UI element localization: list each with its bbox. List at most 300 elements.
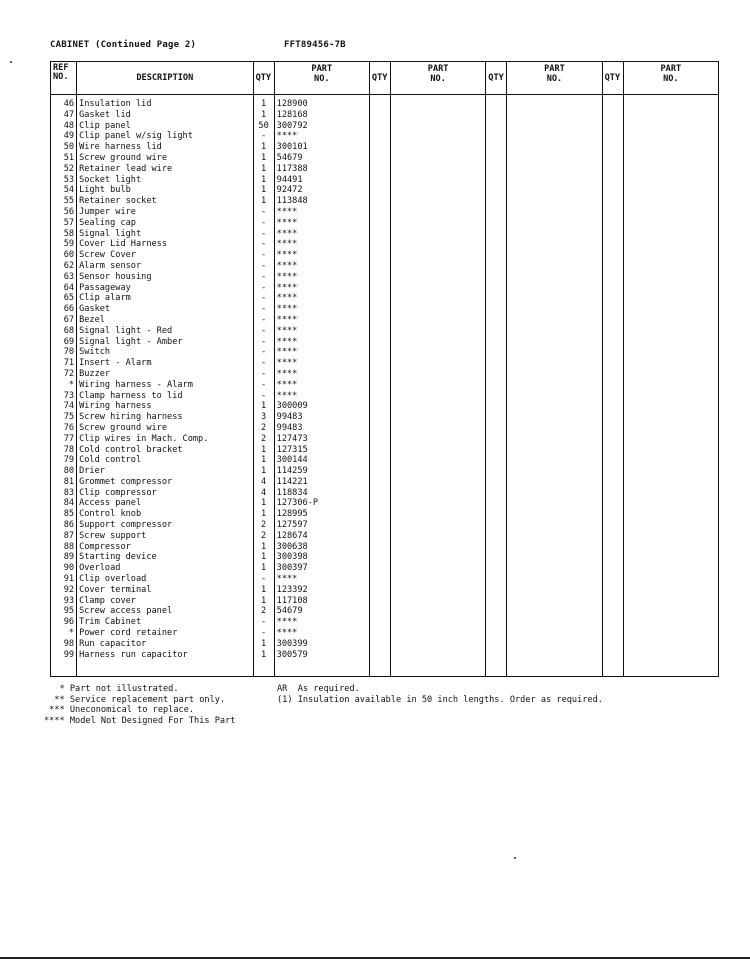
empty-cell [390, 466, 485, 477]
empty-cell [369, 650, 390, 661]
table-row [51, 347, 719, 358]
empty-cell [390, 315, 485, 326]
part-number-cell: 99483 [274, 412, 369, 423]
table-row [51, 283, 719, 294]
empty-cell [390, 445, 485, 456]
empty-cell [602, 488, 623, 499]
table-row [51, 455, 719, 466]
qty-cell: - [253, 283, 274, 294]
empty-cell [486, 466, 507, 477]
ref-cell: 75 [51, 412, 77, 423]
qty-cell: 50 [253, 121, 274, 132]
empty-cell [390, 142, 485, 153]
table-row [51, 131, 719, 142]
description-cell: Clip panel [77, 121, 254, 132]
part-number-cell: 114221 [274, 477, 369, 488]
description-cell: Retainer lead wire [77, 164, 254, 175]
ref-cell: 84 [51, 498, 77, 509]
qty-cell: 2 [253, 606, 274, 617]
empty-cell [486, 121, 507, 132]
description-cell: Switch [77, 347, 254, 358]
empty-cell [390, 380, 485, 391]
table-row [51, 358, 719, 369]
empty-cell [486, 563, 507, 574]
empty-cell [369, 99, 390, 110]
table-row [51, 207, 719, 218]
empty-cell [602, 466, 623, 477]
empty-cell [486, 542, 507, 553]
empty-cell [623, 175, 718, 186]
qty-cell: 1 [253, 552, 274, 563]
empty-cell [602, 121, 623, 132]
empty-cell [369, 293, 390, 304]
page-title: CABINET (Continued Page 2) [50, 40, 197, 50]
part-number-cell: 300144 [274, 455, 369, 466]
ref-cell: 95 [51, 606, 77, 617]
empty-cell [369, 283, 390, 294]
qty-cell: - [253, 218, 274, 229]
table-row [51, 196, 719, 207]
empty-cell [623, 315, 718, 326]
ref-cell: 92 [51, 585, 77, 596]
empty-cell [486, 358, 507, 369]
empty-cell [623, 606, 718, 617]
empty-cell [623, 337, 718, 348]
empty-cell [602, 153, 623, 164]
empty-cell [390, 250, 485, 261]
empty-cell [486, 347, 507, 358]
description-cell: Wiring harness [77, 401, 254, 412]
empty-cell [369, 606, 390, 617]
description-cell: Cover Lid Harness [77, 239, 254, 250]
qty-cell: - [253, 315, 274, 326]
empty-cell [369, 434, 390, 445]
description-cell: Harness run capacitor [77, 650, 254, 661]
empty-cell [602, 261, 623, 272]
empty-cell [369, 542, 390, 553]
ref-cell: 66 [51, 304, 77, 315]
table-row [51, 423, 719, 434]
empty-cell [602, 606, 623, 617]
description-cell: Sealing cap [77, 218, 254, 229]
part-number-cell: 54679 [274, 153, 369, 164]
empty-cell [486, 423, 507, 434]
ref-cell: 53 [51, 175, 77, 186]
ref-cell: 57 [51, 218, 77, 229]
empty-cell [486, 283, 507, 294]
qty-cell: 1 [253, 563, 274, 574]
empty-cell [369, 110, 390, 121]
description-cell: Cold control [77, 455, 254, 466]
scan-speck [514, 857, 516, 859]
table-row [51, 142, 719, 153]
part-number-cell: **** [274, 304, 369, 315]
empty-cell [390, 326, 485, 337]
table-row [51, 498, 719, 509]
part-number-cell: **** [274, 326, 369, 337]
ref-cell: 69 [51, 337, 77, 348]
empty-cell [507, 358, 602, 369]
qty-cell: - [253, 337, 274, 348]
empty-cell [486, 164, 507, 175]
footnote-line: ** Service replacement part only. [44, 694, 226, 705]
empty-cell [390, 596, 485, 607]
empty-cell [369, 337, 390, 348]
part-number-cell: **** [274, 380, 369, 391]
empty-cell [390, 650, 485, 661]
description-cell: Screw support [77, 531, 254, 542]
empty-cell [623, 347, 718, 358]
empty-cell [623, 131, 718, 142]
ref-cell: 98 [51, 639, 77, 650]
empty-cell [602, 434, 623, 445]
qty-cell: 1 [253, 142, 274, 153]
empty-cell [369, 261, 390, 272]
description-cell: Clamp cover [77, 596, 254, 607]
empty-cell [369, 585, 390, 596]
table-row [51, 272, 719, 283]
empty-cell [369, 358, 390, 369]
qty-cell: - [253, 628, 274, 639]
footnotes-symbols [44, 684, 235, 726]
empty-cell [623, 229, 718, 240]
qty-cell: 2 [253, 423, 274, 434]
empty-cell [507, 175, 602, 186]
table-row [51, 650, 719, 661]
table-row [51, 412, 719, 423]
empty-cell [623, 650, 718, 661]
empty-cell [602, 337, 623, 348]
qty-header: QTY [253, 62, 274, 95]
table-header [51, 62, 719, 95]
empty-cell [507, 552, 602, 563]
qty-cell: 1 [253, 498, 274, 509]
qty-cell: 1 [253, 196, 274, 207]
empty-cell [486, 531, 507, 542]
empty-cell [507, 542, 602, 553]
empty-cell [623, 185, 718, 196]
empty-cell [623, 380, 718, 391]
table-row [51, 337, 719, 348]
empty-cell [507, 153, 602, 164]
part-number-cell: 127315 [274, 445, 369, 456]
description-cell: Gasket lid [77, 110, 254, 121]
part-no-header: PART NO. [390, 62, 485, 95]
empty-cell [507, 185, 602, 196]
empty-cell [602, 185, 623, 196]
empty-cell [507, 401, 602, 412]
description-cell: Control knob [77, 509, 254, 520]
footnote-line: *** Uneconomical to replace. [44, 705, 195, 716]
qty-cell: 1 [253, 455, 274, 466]
table-row [51, 563, 719, 574]
table-row [51, 488, 719, 499]
table-row [51, 466, 719, 477]
empty-cell [623, 110, 718, 121]
empty-cell [602, 531, 623, 542]
empty-cell [507, 315, 602, 326]
empty-cell [623, 304, 718, 315]
empty-cell [507, 650, 602, 661]
description-cell: Retainer socket [77, 196, 254, 207]
qty-cell: - [253, 261, 274, 272]
part-number-cell: 128900 [274, 99, 369, 110]
empty-cell [390, 628, 485, 639]
table-row [51, 531, 719, 542]
empty-cell [486, 639, 507, 650]
part-number-cell: **** [274, 574, 369, 585]
part-number-cell: **** [274, 347, 369, 358]
empty-cell [602, 455, 623, 466]
ref-cell: 54 [51, 185, 77, 196]
qty-cell: - [253, 326, 274, 337]
empty-cell [602, 218, 623, 229]
qty-cell: 2 [253, 531, 274, 542]
description-cell: Jumper wire [77, 207, 254, 218]
empty-cell [486, 498, 507, 509]
ref-cell: 67 [51, 315, 77, 326]
qty-header: QTY [369, 62, 390, 95]
ref-cell: * [51, 380, 77, 391]
qty-cell: 1 [253, 401, 274, 412]
empty-cell [390, 509, 485, 520]
empty-cell [602, 401, 623, 412]
part-number-cell: **** [274, 628, 369, 639]
description-cell: Signal light - Amber [77, 337, 254, 348]
empty-cell [507, 488, 602, 499]
description-cell: Socket light [77, 175, 254, 186]
empty-cell [602, 110, 623, 121]
empty-cell [369, 142, 390, 153]
ref-cell: 89 [51, 552, 77, 563]
part-number-cell: 128168 [274, 110, 369, 121]
empty-cell [390, 542, 485, 553]
empty-cell [486, 207, 507, 218]
part-number-cell: 300101 [274, 142, 369, 153]
bottom-rule [0, 957, 750, 959]
empty-cell [369, 175, 390, 186]
empty-cell [602, 585, 623, 596]
empty-cell [390, 99, 485, 110]
empty-cell [390, 434, 485, 445]
empty-cell [390, 229, 485, 240]
table-row [51, 175, 719, 186]
qty-cell: 1 [253, 466, 274, 477]
empty-cell [623, 326, 718, 337]
empty-cell [602, 196, 623, 207]
description-cell: Access panel [77, 498, 254, 509]
empty-cell [486, 412, 507, 423]
ref-cell: 58 [51, 229, 77, 240]
qty-cell: 1 [253, 596, 274, 607]
ref-cell: 52 [51, 164, 77, 175]
qty-cell: 1 [253, 542, 274, 553]
empty-cell [507, 434, 602, 445]
table-row [51, 434, 719, 445]
empty-cell [602, 175, 623, 186]
empty-cell [486, 196, 507, 207]
empty-cell [602, 283, 623, 294]
description-cell: Screw ground wire [77, 153, 254, 164]
empty-cell [623, 563, 718, 574]
empty-cell [602, 293, 623, 304]
ref-cell: 81 [51, 477, 77, 488]
empty-cell [486, 304, 507, 315]
empty-cell [602, 423, 623, 434]
empty-cell [623, 401, 718, 412]
description-cell: Trim Cabinet [77, 617, 254, 628]
table-row [51, 185, 719, 196]
empty-cell [390, 574, 485, 585]
description-cell: Grommet compressor [77, 477, 254, 488]
ref-cell: 72 [51, 369, 77, 380]
empty-cell [623, 121, 718, 132]
empty-cell [369, 445, 390, 456]
description-cell: Bezel [77, 315, 254, 326]
part-number-cell: **** [274, 391, 369, 402]
empty-cell [390, 218, 485, 229]
qty-cell: 3 [253, 412, 274, 423]
empty-cell [486, 369, 507, 380]
empty-cell [390, 185, 485, 196]
description-cell: Light bulb [77, 185, 254, 196]
empty-cell [623, 261, 718, 272]
table-row [51, 315, 719, 326]
empty-cell [369, 196, 390, 207]
empty-cell [390, 455, 485, 466]
footnote-line: AR As required. [277, 684, 360, 694]
empty-cell [390, 131, 485, 142]
empty-cell [486, 380, 507, 391]
empty-cell [486, 445, 507, 456]
ref-cell: 70 [51, 347, 77, 358]
empty-cell [602, 391, 623, 402]
part-number-cell: **** [274, 250, 369, 261]
empty-cell [623, 552, 718, 563]
empty-cell [390, 153, 485, 164]
empty-cell [507, 164, 602, 175]
part-number-cell: 300009 [274, 401, 369, 412]
part-number-cell: **** [274, 293, 369, 304]
empty-cell [623, 283, 718, 294]
description-cell: Clip panel w/sig light [77, 131, 254, 142]
empty-cell [369, 369, 390, 380]
empty-cell [390, 563, 485, 574]
empty-cell [390, 196, 485, 207]
empty-cell [623, 369, 718, 380]
empty-cell [390, 412, 485, 423]
empty-cell [623, 207, 718, 218]
empty-cell [369, 628, 390, 639]
empty-cell [507, 520, 602, 531]
table-row [51, 401, 719, 412]
ref-cell: 86 [51, 520, 77, 531]
qty-cell: - [253, 574, 274, 585]
ref-cell: 59 [51, 239, 77, 250]
empty-cell [390, 552, 485, 563]
empty-cell [486, 455, 507, 466]
part-number-cell: 127306-P [274, 498, 369, 509]
empty-cell [507, 455, 602, 466]
table-body [51, 95, 719, 677]
table-row [51, 99, 719, 110]
part-number-cell: **** [274, 272, 369, 283]
empty-cell [507, 617, 602, 628]
ref-cell: 88 [51, 542, 77, 553]
empty-cell [623, 509, 718, 520]
table-row [51, 617, 719, 628]
empty-cell [390, 261, 485, 272]
empty-cell [369, 488, 390, 499]
empty-cell [602, 617, 623, 628]
empty-cell [486, 142, 507, 153]
empty-cell [390, 498, 485, 509]
part-number-cell: **** [274, 315, 369, 326]
empty-cell [507, 606, 602, 617]
part-number-cell: 118834 [274, 488, 369, 499]
table-row [51, 639, 719, 650]
empty-cell [507, 639, 602, 650]
empty-cell [369, 131, 390, 142]
empty-cell [623, 196, 718, 207]
empty-cell [369, 639, 390, 650]
qty-cell: - [253, 617, 274, 628]
ref-cell: 85 [51, 509, 77, 520]
part-number-cell: 300399 [274, 639, 369, 650]
empty-cell [390, 606, 485, 617]
table-row [51, 261, 719, 272]
part-number-cell: 92472 [274, 185, 369, 196]
empty-cell [369, 509, 390, 520]
empty-cell [507, 196, 602, 207]
empty-cell [602, 509, 623, 520]
empty-cell [602, 563, 623, 574]
table-row [51, 552, 719, 563]
qty-cell: 4 [253, 477, 274, 488]
table-row [51, 445, 719, 456]
empty-cell [390, 520, 485, 531]
empty-cell [390, 164, 485, 175]
empty-cell [507, 509, 602, 520]
empty-cell [486, 185, 507, 196]
qty-cell: - [253, 369, 274, 380]
qty-header: QTY [486, 62, 507, 95]
empty-cell [390, 293, 485, 304]
empty-cell [623, 272, 718, 283]
empty-cell [369, 391, 390, 402]
table-row [51, 121, 719, 132]
empty-cell [623, 250, 718, 261]
empty-cell [486, 218, 507, 229]
empty-cell [390, 304, 485, 315]
empty-cell [507, 585, 602, 596]
description-cell: Support compressor [77, 520, 254, 531]
qty-cell: 1 [253, 639, 274, 650]
empty-cell [507, 250, 602, 261]
ref-cell: 51 [51, 153, 77, 164]
empty-cell [486, 520, 507, 531]
empty-cell [390, 531, 485, 542]
ref-cell: 83 [51, 488, 77, 499]
ref-cell: 50 [51, 142, 77, 153]
table-row [51, 520, 719, 531]
table-row [51, 239, 719, 250]
description-cell: Insulation lid [77, 99, 254, 110]
empty-cell [486, 131, 507, 142]
model-number: FFT89456-7B [284, 40, 346, 50]
empty-cell [507, 531, 602, 542]
part-number-cell: 114259 [274, 466, 369, 477]
